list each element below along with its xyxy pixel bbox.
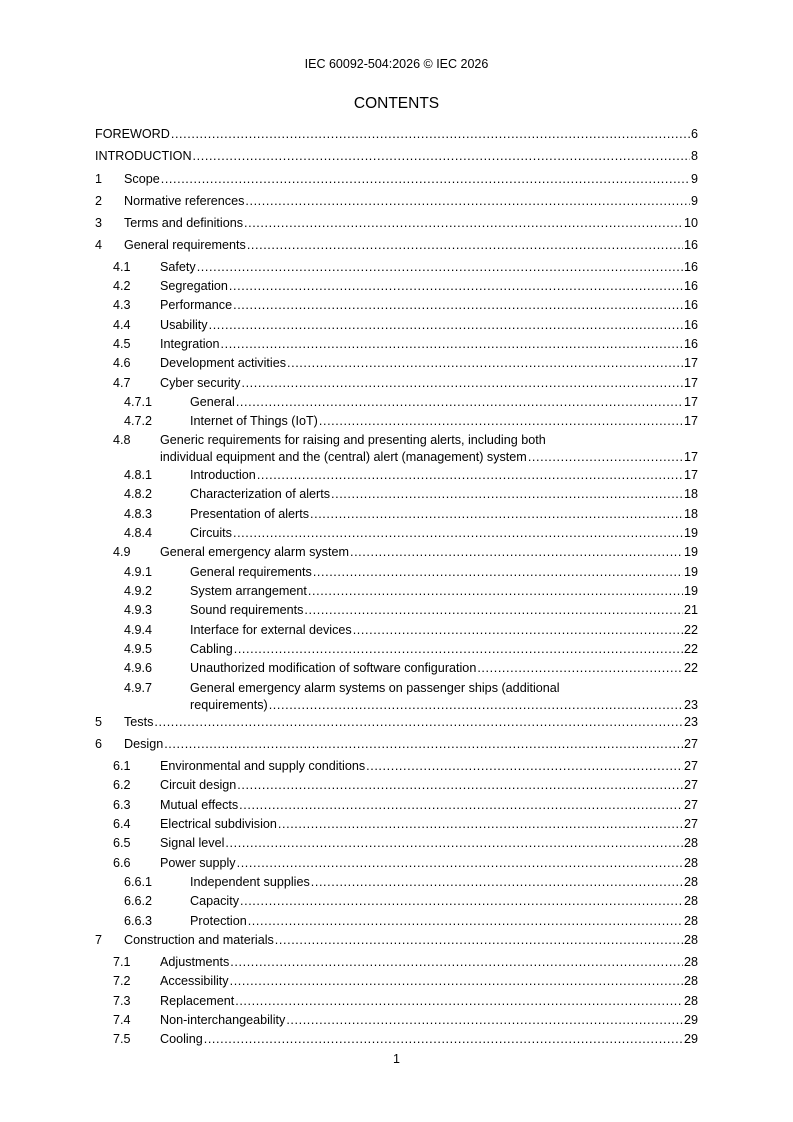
- toc-entry-page: 6: [690, 127, 698, 141]
- toc-entry-page: 27: [683, 737, 698, 751]
- toc-entry-number: 4: [95, 238, 103, 252]
- dot-leader: [287, 355, 683, 371]
- toc-entry-page: 19: [683, 526, 698, 540]
- toc-entry[interactable]: [95, 680, 698, 714]
- toc-entry-number: 6.2: [113, 778, 131, 792]
- dot-leader: [331, 486, 683, 502]
- dot-leader: [197, 259, 683, 275]
- toc-entry[interactable]: [95, 259, 698, 275]
- toc-entry[interactable]: [95, 278, 698, 294]
- toc-entry-page: 8: [690, 149, 698, 163]
- dot-leader: [275, 932, 683, 948]
- toc-entry-title: Capacity: [190, 894, 239, 908]
- toc-entry[interactable]: [95, 215, 698, 231]
- dot-leader: [161, 171, 690, 187]
- dot-leader: [171, 126, 690, 142]
- toc-entry-number: 6.5: [113, 836, 131, 850]
- toc-entry-number: 1: [95, 172, 103, 186]
- toc-entry-number: 6.3: [113, 798, 131, 812]
- toc-entry-page: 17: [683, 376, 698, 390]
- toc-entry-number: 4.8.4: [124, 526, 153, 540]
- toc-entry-title: Generic requirements for raising and presenting alerts, including both: [160, 433, 546, 447]
- toc-entry-number: 4.9.4: [124, 623, 153, 637]
- dot-leader: [154, 714, 683, 730]
- toc-entry[interactable]: [95, 355, 698, 371]
- toc-entry-title: Design: [124, 737, 164, 751]
- toc-entry[interactable]: [95, 467, 698, 483]
- dot-leader: [221, 336, 683, 352]
- dot-leader: [230, 973, 683, 989]
- toc-entry-page: 16: [683, 298, 698, 312]
- toc-entry-page: 18: [683, 507, 698, 521]
- dot-leader: [477, 660, 683, 676]
- toc-entry-page: 18: [683, 487, 698, 501]
- toc-entry-title: System arrangement: [190, 584, 307, 598]
- toc-entry-title: General requirements: [124, 238, 246, 252]
- dot-leader: [350, 544, 683, 560]
- toc-entry-title: Terms and definitions: [124, 216, 244, 230]
- toc-entry-title: Accessibility: [160, 974, 229, 988]
- toc-entry-page: 28: [683, 994, 698, 1008]
- toc-entry[interactable]: [95, 506, 698, 522]
- toc-entry-number: 4.8.2: [124, 487, 153, 501]
- toc-entry-page: 28: [683, 836, 698, 850]
- toc-entry[interactable]: [95, 432, 698, 466]
- dot-leader: [236, 394, 683, 410]
- toc-entry-page: 27: [683, 798, 698, 812]
- dot-leader: [235, 993, 683, 1009]
- toc-entry[interactable]: [95, 297, 698, 313]
- toc-entry-page: 28: [683, 933, 698, 947]
- dot-leader: [353, 622, 683, 638]
- toc-entry[interactable]: [95, 758, 698, 774]
- toc-entry[interactable]: [95, 622, 698, 638]
- toc-entry-title: Sound requirements: [190, 603, 304, 617]
- toc-entry-number: 4.2: [113, 279, 131, 293]
- dot-leader: [308, 583, 683, 599]
- toc-entry[interactable]: [95, 893, 698, 909]
- table-of-contents: [95, 0, 698, 1122]
- toc-entry-page: 16: [683, 337, 698, 351]
- toc-entry-number: 2: [95, 194, 103, 208]
- toc-entry-page: 17: [683, 450, 698, 464]
- dot-leader: [225, 835, 683, 851]
- toc-entry-number: 4.9.1: [124, 565, 153, 579]
- dot-leader: [366, 758, 683, 774]
- dot-leader: [237, 777, 683, 793]
- dot-leader: [193, 148, 690, 164]
- toc-entry-title: Integration: [160, 337, 220, 351]
- toc-entry-title: General requirements: [190, 565, 312, 579]
- toc-entry-number: 6.6.3: [124, 914, 153, 928]
- toc-entry-number: 3: [95, 216, 103, 230]
- toc-entry[interactable]: [95, 375, 698, 391]
- toc-entry[interactable]: [95, 544, 698, 560]
- dot-leader: [209, 317, 683, 333]
- toc-entry-page: 17: [683, 414, 698, 428]
- dot-leader: [234, 641, 683, 657]
- dot-leader: [233, 525, 683, 541]
- toc-entry-page: 9: [690, 194, 698, 208]
- toc-entry[interactable]: [95, 126, 698, 142]
- dot-leader: [247, 237, 683, 253]
- toc-entry-page: 19: [683, 584, 698, 598]
- toc-entry[interactable]: [95, 394, 698, 410]
- toc-entry-title: Independent supplies: [190, 875, 310, 889]
- toc-entry-title: Power supply: [160, 856, 236, 870]
- toc-entry-title: Cyber security: [160, 376, 241, 390]
- toc-entry-page: 23: [683, 715, 698, 729]
- toc-entry-number: 7.2: [113, 974, 131, 988]
- toc-entry-title: General: [190, 395, 235, 409]
- toc-entry[interactable]: [95, 486, 698, 502]
- dot-leader: [240, 893, 683, 909]
- toc-entry-page: 28: [683, 955, 698, 969]
- toc-entry-title: Signal level: [160, 836, 225, 850]
- toc-entry-page: 19: [683, 545, 698, 559]
- toc-entry[interactable]: [95, 835, 698, 851]
- toc-entry[interactable]: [95, 336, 698, 352]
- toc-entry[interactable]: [95, 641, 698, 657]
- toc-entry-number: 6.6: [113, 856, 131, 870]
- toc-entry[interactable]: [95, 993, 698, 1009]
- toc-entry-page: 28: [683, 914, 698, 928]
- toc-entry-title: Presentation of alerts: [190, 507, 310, 521]
- dot-leader: [241, 375, 683, 391]
- toc-entry-number: 4.4: [113, 318, 131, 332]
- toc-entry-page: 28: [683, 856, 698, 870]
- toc-entry-page: 17: [683, 395, 698, 409]
- dot-leader: [230, 954, 683, 970]
- toc-entry[interactable]: [95, 602, 698, 618]
- toc-entry-title: Performance: [160, 298, 233, 312]
- toc-entry-page: 16: [683, 238, 698, 252]
- toc-entry-title: Interface for external devices: [190, 623, 352, 637]
- toc-entry-title-continued: individual equipment and the (central) alert (management) system: [160, 450, 527, 464]
- toc-entry[interactable]: [95, 736, 698, 752]
- toc-entry-title: Electrical subdivision: [160, 817, 277, 831]
- dot-leader: [313, 564, 683, 580]
- toc-entry[interactable]: [95, 413, 698, 429]
- toc-entry[interactable]: [95, 797, 698, 813]
- toc-entry-page: 22: [683, 661, 698, 675]
- toc-entry-number: 7.3: [113, 994, 131, 1008]
- toc-entry[interactable]: [95, 660, 698, 676]
- dot-leader: [245, 193, 690, 209]
- toc-entry-page: 29: [683, 1013, 698, 1027]
- toc-entry-title: Internet of Things (IoT): [190, 414, 318, 428]
- dot-leader: [311, 874, 683, 890]
- page-header: IEC 60092-504:2026 © IEC 2026: [304, 57, 489, 71]
- toc-entry-number: 6.6.2: [124, 894, 153, 908]
- toc-entry-page: 27: [683, 759, 698, 773]
- dot-leader: [319, 413, 683, 429]
- toc-entry-page: 16: [683, 318, 698, 332]
- toc-entry[interactable]: [95, 777, 698, 793]
- toc-entry-title: Introduction: [190, 468, 256, 482]
- toc-entry[interactable]: [95, 171, 698, 187]
- dot-leader: [278, 816, 683, 832]
- toc-entry-title: General emergency alarm system: [160, 545, 349, 559]
- toc-entry-page: 16: [683, 279, 698, 293]
- dot-leader: [244, 215, 683, 231]
- dot-leader: [286, 1012, 683, 1028]
- toc-entry-title: Non-interchangeability: [160, 1013, 286, 1027]
- toc-entry[interactable]: [95, 932, 698, 948]
- dot-leader: [310, 506, 683, 522]
- toc-entry[interactable]: [95, 954, 698, 970]
- toc-entry-number: 4.9.6: [124, 661, 153, 675]
- toc-entry-page: 27: [683, 817, 698, 831]
- toc-entry-title: Cabling: [190, 642, 233, 656]
- toc-entry-title: Unauthorized modification of software configuration: [190, 661, 477, 675]
- toc-entry-number: 6.6.1: [124, 875, 153, 889]
- toc-entry-title: Construction and materials: [124, 933, 274, 947]
- toc-entry-title: Replacement: [160, 994, 235, 1008]
- toc-entry-number: 7: [95, 933, 103, 947]
- toc-entry-page: 9: [690, 172, 698, 186]
- toc-entry-page: 21: [683, 603, 698, 617]
- dot-leader: [204, 1031, 683, 1047]
- toc-entry-number: 6.1: [113, 759, 131, 773]
- toc-entry[interactable]: [95, 1012, 698, 1028]
- dot-leader: [164, 736, 683, 752]
- toc-entry-number: 4.5: [113, 337, 131, 351]
- toc-entry-page: 19: [683, 565, 698, 579]
- toc-entry-page: 29: [683, 1032, 698, 1046]
- toc-entry[interactable]: [95, 525, 698, 541]
- toc-entry-page: 28: [683, 894, 698, 908]
- toc-entry-title: Mutual effects: [160, 798, 239, 812]
- toc-entry-page: 22: [683, 623, 698, 637]
- toc-entry-number: 6.4: [113, 817, 131, 831]
- dot-leader: [304, 602, 683, 618]
- toc-entry-number: 4.8.3: [124, 507, 153, 521]
- toc-entry-title: Adjustments: [160, 955, 230, 969]
- toc-entry-number: 7.4: [113, 1013, 131, 1027]
- toc-entry[interactable]: [95, 913, 698, 929]
- toc-entry[interactable]: [95, 193, 698, 209]
- toc-entry-title-continued: requirements): [190, 698, 268, 712]
- toc-entry[interactable]: [95, 973, 698, 989]
- toc-entry-title: Development activities: [160, 356, 286, 370]
- toc-entry-number: 4.9.2: [124, 584, 153, 598]
- toc-entry-number: 4.8: [113, 433, 131, 447]
- toc-entry-number: 4.6: [113, 356, 131, 370]
- toc-entry-number: 4.9: [113, 545, 131, 559]
- toc-entry-number: 4.7.2: [124, 414, 153, 428]
- toc-entry-page: 27: [683, 778, 698, 792]
- toc-entry-title: Segregation: [160, 279, 228, 293]
- toc-entry[interactable]: [95, 714, 698, 730]
- dot-leader: [248, 913, 683, 929]
- dot-leader: [233, 297, 683, 313]
- toc-entry-title: Normative references: [124, 194, 245, 208]
- toc-entry-title: Safety: [160, 260, 196, 274]
- toc-entry[interactable]: [95, 855, 698, 871]
- toc-entry-page: 17: [683, 468, 698, 482]
- toc-entry-page: 17: [683, 356, 698, 370]
- toc-entry-number: 4.7: [113, 376, 131, 390]
- toc-entry-title: Cooling: [160, 1032, 203, 1046]
- toc-entry-number: 7.5: [113, 1032, 131, 1046]
- toc-entry-title: Usability: [160, 318, 208, 332]
- toc-entry-number: 4.9.7: [124, 681, 153, 695]
- toc-entry-number: 4.7.1: [124, 395, 153, 409]
- toc-entry-number: 5: [95, 715, 103, 729]
- toc-entry-page: 10: [683, 216, 698, 230]
- toc-entry-title: General emergency alarm systems on passenger ships (additional: [190, 681, 560, 695]
- toc-entry-title: Protection: [190, 914, 247, 928]
- toc-entry-title: Environmental and supply conditions: [160, 759, 366, 773]
- toc-entry-page: 23: [683, 698, 698, 712]
- toc-entry-title: Circuits: [190, 526, 232, 540]
- toc-entry-page: 28: [683, 974, 698, 988]
- toc-entry[interactable]: [95, 237, 698, 253]
- toc-entry-number: 4.9.5: [124, 642, 153, 656]
- page-number: 1: [393, 1052, 400, 1066]
- toc-entry[interactable]: [95, 874, 698, 890]
- toc-entry-page: 28: [683, 875, 698, 889]
- toc-entry[interactable]: [95, 148, 698, 164]
- toc-entry-number: 7.1: [113, 955, 131, 969]
- toc-entry-title: Scope: [124, 172, 160, 186]
- toc-entry-title: Tests: [124, 715, 154, 729]
- toc-entry[interactable]: [95, 583, 698, 599]
- toc-entry-title: INTRODUCTION: [95, 149, 192, 163]
- toc-entry-number: 4.1: [113, 260, 131, 274]
- toc-entry-number: 4.9.3: [124, 603, 153, 617]
- toc-entry-number: 6: [95, 737, 103, 751]
- dot-leader: [239, 797, 683, 813]
- toc-entry-title: Circuit design: [160, 778, 237, 792]
- toc-entry-page: 22: [683, 642, 698, 656]
- dot-leader: [528, 449, 683, 465]
- toc-entry[interactable]: [95, 317, 698, 333]
- dot-leader: [269, 697, 683, 713]
- dot-leader: [229, 278, 683, 294]
- toc-entry-title: Characterization of alerts: [190, 487, 330, 501]
- toc-entry[interactable]: [95, 816, 698, 832]
- toc-entry-number: 4.8.1: [124, 468, 153, 482]
- toc-entry-page: 16: [683, 260, 698, 274]
- dot-leader: [257, 467, 683, 483]
- toc-entry-number: 4.3: [113, 298, 131, 312]
- toc-entry[interactable]: [95, 564, 698, 580]
- toc-entry[interactable]: [95, 1031, 698, 1047]
- dot-leader: [237, 855, 683, 871]
- contents-title: CONTENTS: [353, 95, 440, 112]
- toc-entry-title: FOREWORD: [95, 127, 170, 141]
